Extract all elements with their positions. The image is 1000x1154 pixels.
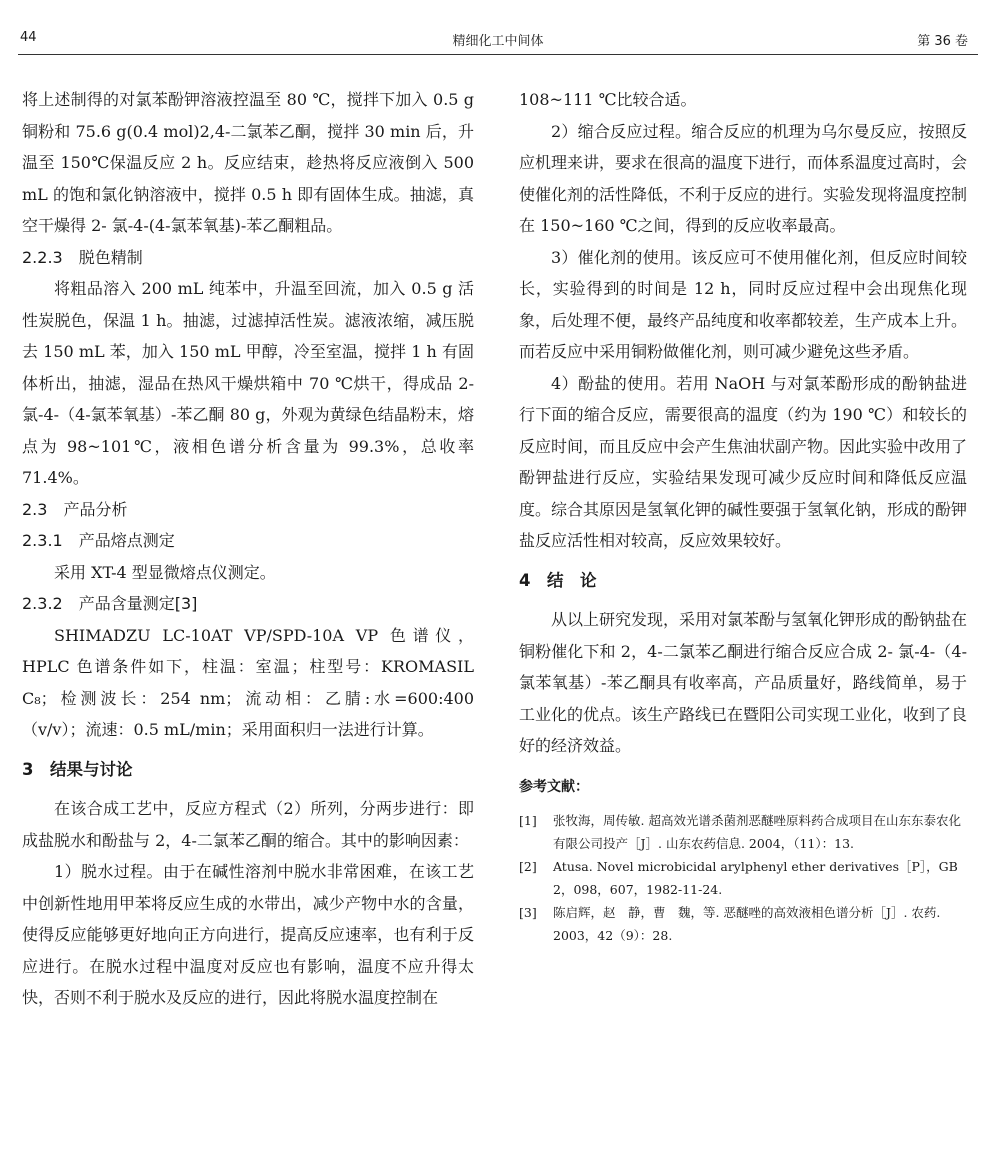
heading-2-3-1: 2.3.1 产品熔点测定 (22, 531, 175, 550)
reference-number: [2] (519, 859, 537, 874)
heading-2-3-2: 2.3.2 产品含量测定[3] (22, 594, 198, 613)
reference-item (519, 855, 967, 901)
paragraph-melting-point: 采用 XT-4 型显微熔点仪测定。 (54, 562, 276, 582)
reference-item (519, 901, 967, 947)
heading-section-4: 4 结 论 (519, 570, 597, 590)
reference-text: Atusa. Novel microbicidal arylphenyl ether derivatives［P］，GB 2，098，607，1982-11-24. (553, 859, 958, 897)
paragraph-process: 在该合成工艺中，反应方程式（2）所列，分两步进行：即成盐脱水和酚盐与 2，4-二氯苯乙酮的缩合。其中的影响因素： (22, 799, 474, 850)
heading-2-3: 2.3 产品分析 (22, 499, 128, 519)
paragraph-condensation: 2）缩合反应过程。缩合反应的机理为乌尔曼反应，按照反应机理来讲，要求在很高的温度下进行，而体系温度过高时，会使催化剂的活性降低，不利于反应的进行。实验发现将温度控制在 150~160 ℃之间，得到的反应收率最高。 (519, 121, 968, 235)
volume-label: 第 36 卷 (917, 34, 968, 49)
reference-item (519, 809, 967, 855)
paragraph-reaction: 将上述制得的对氯苯酚钾溶液控温至 80 ℃，搅拌下加入 0.5 g 铜粉和 75.6 g(0.4 mol)2,4-二氯苯乙酮，搅拌 30 min 后，升温至 150℃保温反应 2 h。反应结束，趁热将反应液倒入 500 mL 的饱和氯化钠溶液中，搅拌 0.5 h 即有固体生成。抽滤，真空干燥得 2- 氯-4-(4-氯苯氧基)-苯乙酮粗品。 (22, 90, 474, 235)
reference-text: 陈启辉，赵 静，曹 魏，等. 恶醚唑的高效液相色谱分析［J］. 农药. 2003，42（9）：28. (553, 905, 941, 943)
reference-text: 张牧海，周传敏. 超高效光谱杀菌剂恶醚唑原料药合成项目在山东东泰农化有限公司投产［J］. 山东农药信息. 2004，（11）：13. (553, 813, 961, 851)
page-header (18, 26, 978, 55)
paragraph-phenolate: 4）酚盐的使用。若用 NaOH 与对氯苯酚形成的酚钠盐进行下面的缩合反应，需要很高的温度（约为 190 ℃）和较长的反应时间，而且反应中会产生焦油状副产物。因此实验中改用了酚钾盐进行反应，实验结果发现可减少反应时间和降低反应温度。综合其原因是氢氧化钾的碱性要强于氢氧化钠，形成的酚钾盐反应活性相对较高，反应效果较好。 (519, 373, 968, 550)
left-column (22, 84, 474, 1014)
journal-name: 精细化工中间体 (452, 34, 544, 49)
paragraph-catalyst: 3）催化剂的使用。该反应可不使用催化剂，但反应时间较长，实验得到的时间是 12 h，同时反应过程中会出现焦化现象，后处理不便，最终产品纯度和收率都较差，生产成本上升。而若反应中采用铜粉做催化剂，则可减少避免这些矛盾。 (519, 247, 968, 361)
reference-number: [1] (519, 813, 537, 828)
paragraph-conclusion: 从以上研究发现，采用对氯苯酚与氢氧化钾形成的酚钠盐在铜粉催化下和 2，4-二氯苯乙酮进行缩合反应合成 2- 氯-4-（4-氯苯氧基）-苯乙酮具有收率高，产品质量好，路线简单，易于工业化的优点。该生产路线已在暨阳公司实现工业化，收到了良好的经济效益。 (519, 610, 968, 755)
right-column (519, 84, 967, 947)
paragraph-hplc: SHIMADZU LC-10AT VP/SPD-10A VP 色谱仪，HPLC 色谱条件如下，柱温：室温；柱型号：KROMASIL C₈；检测波长：254 nm；流动相：乙腈:水=600:400（v/v）；流速：0.5 mL/min；采用面积归一法进行计算。 (22, 625, 474, 739)
references-title: 参考文献： (519, 778, 589, 795)
page-number: 44 (20, 30, 37, 45)
heading-section-3: 3 结果与讨论 (22, 759, 133, 779)
heading-2-2-3: 2.2.3 脱色精制 (22, 247, 143, 267)
references-list (519, 809, 967, 947)
paragraph-dehydration: 1）脱水过程。由于在碱性溶剂中脱水非常困难，在该工艺中创新性地用甲苯将反应生成的水带出，减少产物中水的含量，使得反应能够更好地向正方向进行，提高反应速率，也有利于反应进行。在脱水过程中温度对反应也有影响，温度不应升得太快，否则不利于脱水及反应的进行，因此将脱水温度控制在 (22, 862, 474, 1007)
reference-number: [3] (519, 905, 537, 920)
paragraph-decolor: 将粗品溶入 200 mL 纯苯中，升温至回流，加入 0.5 g 活性炭脱色，保温 1 h。抽滤，过滤掉活性炭。滤液浓缩，减压脱去 150 mL 苯，加入 150 mL 甲醇，冷至室温，搅拌 1 h 有固体析出，抽滤，湿品在热风干燥烘箱中 70 ℃烘干，得成品 2- 氯-4-（4-氯苯氧基）-苯乙酮 80 g，外观为黄绿色结晶粉末，熔点为 98~101℃，液相色谱分析含量为 99.3%，总收率 71.4%。 (22, 279, 474, 487)
paragraph-temperature-cont: 108~111 ℃比较合适。 (519, 90, 697, 109)
